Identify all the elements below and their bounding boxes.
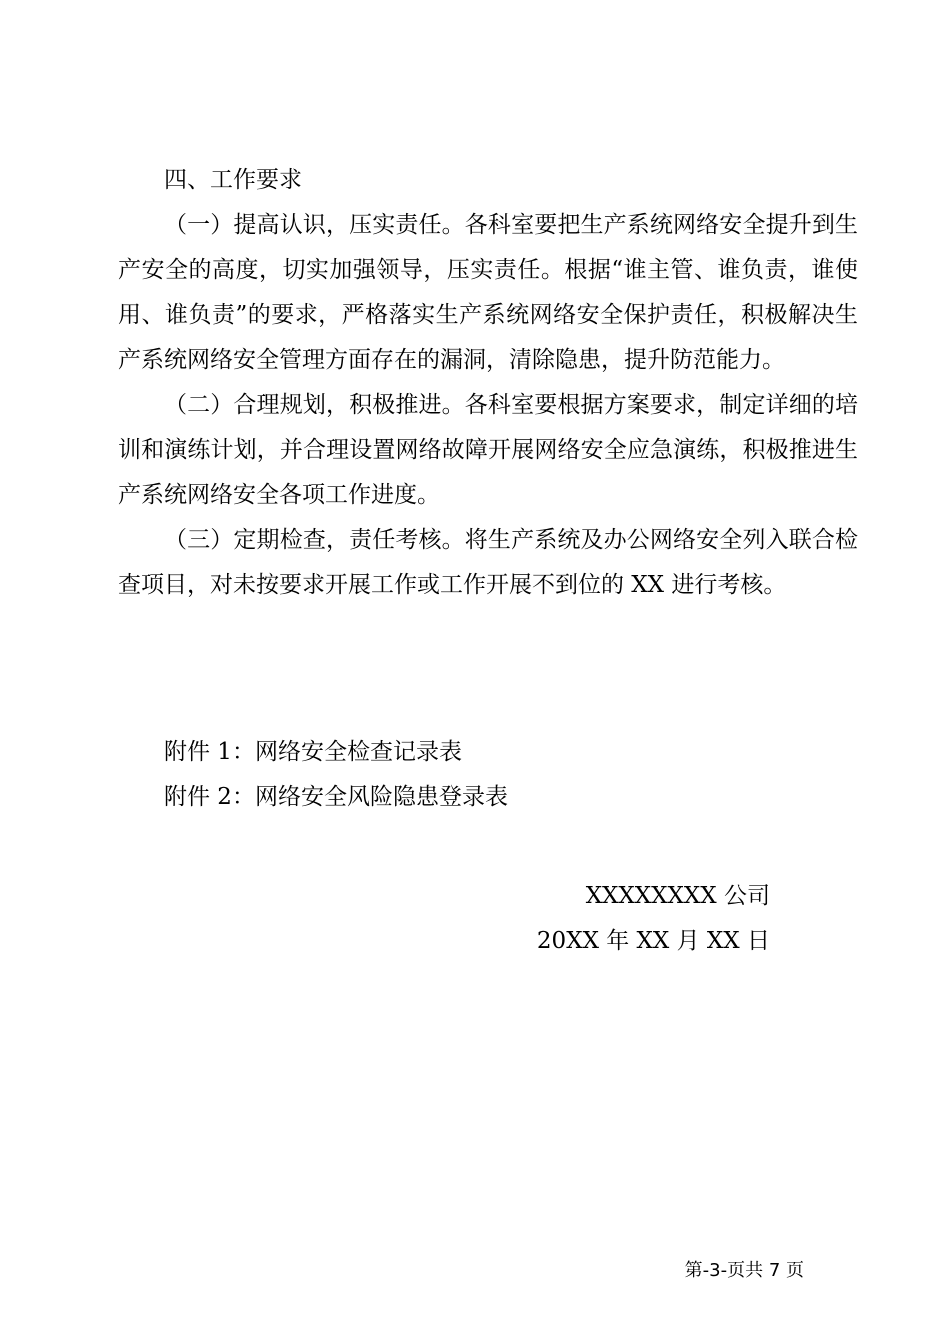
attachment-1: 附件 1：网络安全检查记录表 [164,739,462,765]
company-name: XXXXXXXX 公司 [585,883,770,909]
paragraph-1: （一）提高认识，压实责任。各科室要把生产系统网络安全提升到生产安全的高度，切实加强领导，压实责任。根据“谁主管、谁负责，谁使用、谁负责”的要求，严格落实生产系统网络安全保护责任，积极解决生产系统网络安全管理方面存在的漏洞，清除隐患，提升防范能力。 [118,212,858,373]
page-number: 第-3-页共 7 页 [684,1260,804,1281]
paragraph-3: （三）定期检查，责任考核。将生产系统及办公网络安全列入联合检查项目，对未按要求开展工作或工作开展不到位的 XX 进行考核。 [118,527,858,598]
document-body [118,158,858,608]
section-heading: 四、工作要求 [164,167,302,193]
attachment-list [118,730,858,820]
paragraph-2: （二）合理规划，积极推进。各科室要根据方案要求，制定详细的培训和演练计划，并合理设置网络故障开展网络安全应急演练，积极推进生产系统网络安全各项工作进度。 [118,392,858,508]
attachment-2: 附件 2：网络安全风险隐患登录表 [164,784,508,810]
signature-block [537,874,770,964]
signature-date: 20XX 年 XX 月 XX 日 [536,928,770,954]
